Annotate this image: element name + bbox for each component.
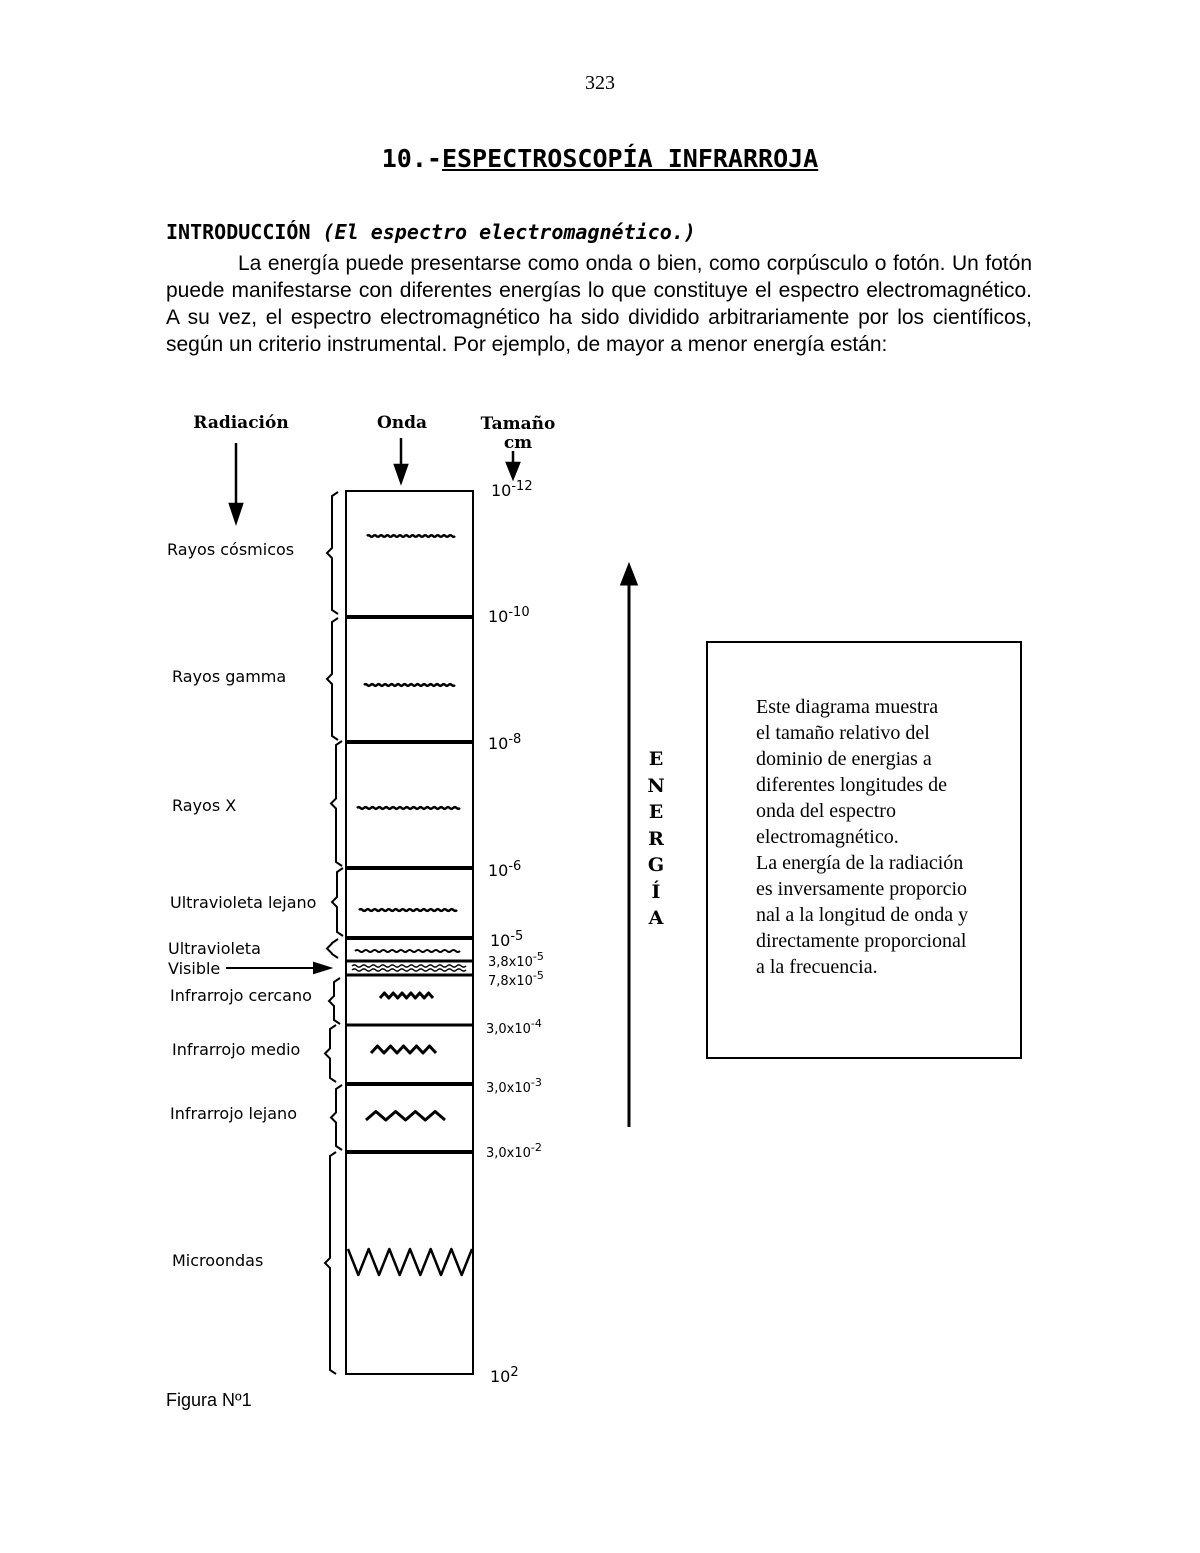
label-mid-ir: Infrarrojo medio <box>172 1040 301 1059</box>
note-text <box>756 694 1018 980</box>
brace <box>325 1152 336 1374</box>
braces <box>325 492 343 1374</box>
header-radiation: Radiación <box>193 413 289 433</box>
wave-near-ir <box>380 993 433 998</box>
brace <box>327 492 338 614</box>
wave-microwave <box>348 1249 472 1275</box>
tick-label: $10^{-10}$ <box>488 605 530 626</box>
tick-label: $7,8x10^{-5}$ <box>488 969 544 989</box>
label-far-ir: Infrarrojo lejano <box>170 1104 297 1123</box>
energy-arrow <box>622 566 636 1127</box>
chapter-number: 10.- <box>381 144 442 173</box>
header-size-line1: Tamaño <box>480 414 556 434</box>
note-line: nal a la longitud de onda y <box>756 904 969 926</box>
note-line: Este diagrama muestra <box>756 696 939 718</box>
wave-mid-ir <box>371 1046 436 1053</box>
wave-far-uv <box>359 909 457 911</box>
tick-label: $10^{-12}$ <box>491 479 533 500</box>
header-size <box>474 415 562 453</box>
energy-letter: Í <box>651 880 661 903</box>
wave-visible <box>352 969 466 971</box>
label-uv: Ultravioleta <box>168 939 261 958</box>
visible-pointer <box>226 963 330 973</box>
chapter-title-text: ESPECTROSCOPÍA INFRARROJA <box>441 144 819 173</box>
wave-visible <box>352 965 466 967</box>
note-line: electromagnético. <box>756 826 899 848</box>
tick-label: $3,0x10^{-3}$ <box>486 1076 542 1096</box>
label-visible: Visible <box>168 959 221 978</box>
note-line: a la frecuencia. <box>756 956 878 978</box>
tick-label: $3,0x10^{-2}$ <box>486 1141 542 1161</box>
energy-letter: R <box>648 827 664 850</box>
brace <box>331 1085 342 1150</box>
brace <box>329 978 340 1024</box>
note-line: es inversamente proporcio <box>756 878 968 900</box>
region-boundaries <box>346 617 473 1152</box>
label-near-ir: Infrarrojo cercano <box>170 986 312 1005</box>
energy-label <box>644 746 668 932</box>
brace <box>327 939 338 958</box>
brace <box>331 741 342 866</box>
tick-label: $10^{-8}$ <box>488 732 522 753</box>
label-gamma-rays: Rayos gamma <box>172 667 287 686</box>
note-line: La energía de la radiación <box>756 852 964 874</box>
arrow-down-icon <box>395 465 407 482</box>
note-line: el tamaño relativo del <box>756 722 930 744</box>
brace <box>325 1025 336 1082</box>
label-far-uv: Ultravioleta lejano <box>170 893 317 912</box>
label-cosmic-rays: Rayos cósmicos <box>167 540 295 559</box>
note-line: dominio de energias a <box>756 748 932 770</box>
section-heading-text: INTRODUCCIÓN <box>166 220 311 244</box>
arrow-right-icon <box>314 963 330 973</box>
note-line: onda del espectro <box>756 800 896 822</box>
energy-letter: E <box>648 801 664 823</box>
header-size-line2: cm <box>503 433 533 453</box>
figure-caption: Figura Nº1 <box>166 1390 252 1410</box>
arrow-down-icon <box>230 504 242 522</box>
wave-uv <box>355 950 460 952</box>
arrow-down-icon <box>507 463 519 478</box>
intro-text: La energía puede presentarse como onda o bien, como corpúsculo o fotón. Un fotón puede manifestarse con diferentes energías lo que constituye el espectro electromagnético. A su vez, el espectro electromagnético ha sido dividido arbitrariamente por los científicos, según un criterio instrumental. Por ejemplo, de mayor a menor energía están: <box>166 252 1032 356</box>
energy-letter: E <box>648 748 664 770</box>
energy-letter: A <box>648 907 664 929</box>
wave-xray <box>357 807 460 809</box>
header-wave: Onda <box>376 413 428 433</box>
page-number: 323 <box>585 72 615 94</box>
spectrum-column <box>346 491 473 1374</box>
waves <box>348 535 472 1275</box>
wave-gamma <box>364 684 455 686</box>
tick-label: $3,8x10^{-5}$ <box>488 950 544 970</box>
wave-cosmic <box>367 535 455 537</box>
wave-far-ir <box>366 1112 445 1121</box>
energy-letter: G <box>647 854 665 876</box>
note-line: directamente proporcional <box>756 930 967 952</box>
arrow-up-icon <box>622 566 636 584</box>
energy-letter: N <box>647 774 665 797</box>
tick-label: $10^{-6}$ <box>488 859 522 880</box>
tick-label: $10^{-5}$ <box>490 929 524 950</box>
tick-label: $10^2$ <box>490 1365 519 1386</box>
note-line: diferentes longitudes de <box>756 774 948 796</box>
brace <box>327 618 338 740</box>
label-microwaves: Microondas <box>172 1251 264 1270</box>
section-subheading: (El espectro electromagnético.) <box>322 220 696 244</box>
brace <box>332 868 343 936</box>
tick-label: $3,0x10^{-4}$ <box>486 1017 542 1037</box>
label-x-rays: Rayos X <box>172 796 237 815</box>
